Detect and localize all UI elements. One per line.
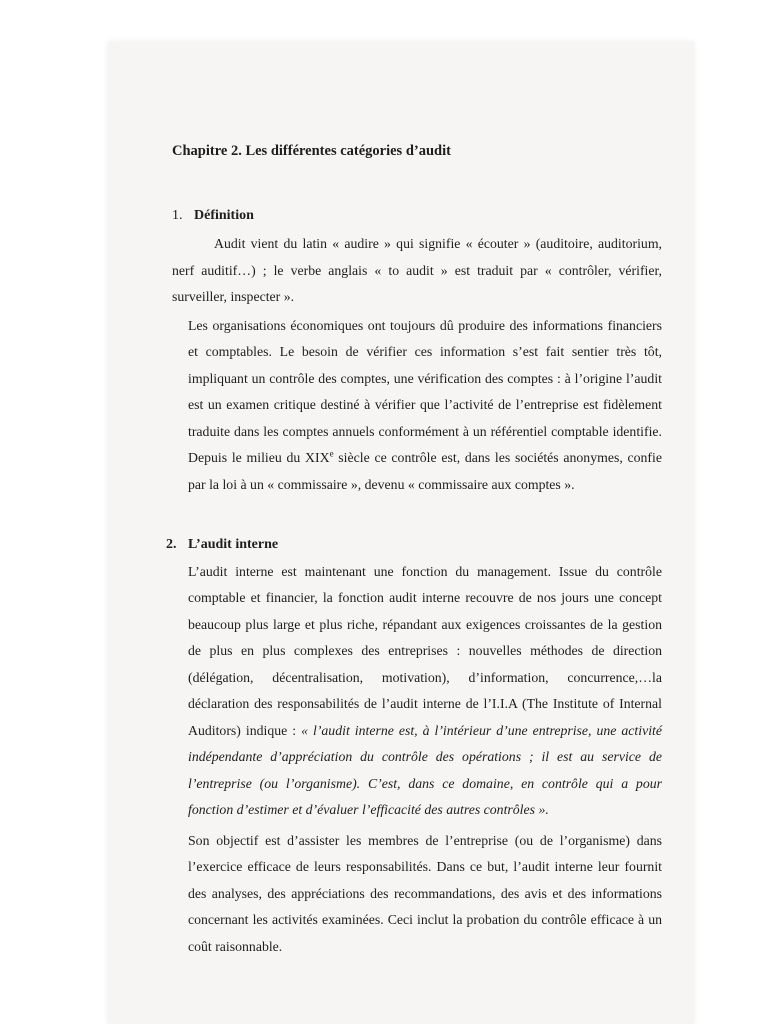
definition-paragraph: Audit vient du latin « audire » qui signifie « écouter » (auditoire, auditorium, nerf auditif…) ; le verbe anglais « to audit » est traduit par « contrôler, vérifier, surveiller, inspecter ».: [172, 236, 662, 304]
objective-paragraph: Son objectif est d’assister les membres de l’entreprise (ou de l’organisme) dans l’exercice efficace de leurs responsabilités. Dans ce but, l’audit interne leur fournit des analyses, des appréciations des recommandations, des avis et des informations concernant les activités examinées. Ceci inclut la probation du contrôle efficace à un coût raisonnable.: [188, 832, 662, 954]
internal-audit-text: L’audit interne est maintenant une fonction du management. Issue du contrôle comptable et financier, la fonction audit interne recouvre de nos jours une concept beaucoup plus large et plus riche, répandant aux exigences croissantes de la gestion de plus en plus complexes des entreprises : nouvelles méthodes de direction (délégation, décentralisation, motivation), d’information, concurrence,…la déclaration des responsabilités de l’audit interne de l’I.I.A (The Institute of Internal Auditors) indique :: [188, 563, 662, 738]
chapter-title: Chapitre 2. Les différentes catégories d’audit: [172, 143, 451, 159]
section-2-heading: [166, 532, 662, 559]
section-1-title: Définition: [194, 207, 254, 223]
section-1-number: 1.: [172, 207, 183, 223]
internal-audit-paragraph: [188, 559, 662, 824]
century-superscript: e: [329, 448, 334, 459]
section-1-heading: [172, 203, 662, 230]
section-2-number: 2.: [166, 537, 177, 552]
organisations-paragraph: [188, 313, 662, 499]
iia-quote: « l’audit interne est, à l’intérieur d’une entreprise, une activité indépendante d’appréciation du contrôle des opérations ; il est au service de l’entreprise (ou l’organisme). C’est, dans ce domaine, en contrôle qui a pour fonction d’estimer et d’évaluer l’efficacité des autres contrôles ».: [188, 722, 663, 817]
organisations-text-a: Les organisations économiques ont toujours dû produire des informations financiers et comptables. Le besoin de vérifier ces information s’est fait sentier très tôt, impliquant un contrôle des comptes, une vérification des comptes : à l’origine l’audit est un examen critique destiné à vérifier que l’activité de l’entreprise est fidèlement traduite dans les comptes annuels conformément à un référentiel comptable identifie. Depuis le milieu du XIX: [188, 317, 662, 465]
document-content: [166, 130, 663, 960]
organisations-text-b: siècle ce contrôle est, dans les sociétés anonymes, confie par la loi à un « commissaire », devenu « commissaire aux comptes ».: [188, 450, 662, 492]
section-2-title: L’audit interne: [188, 537, 279, 552]
